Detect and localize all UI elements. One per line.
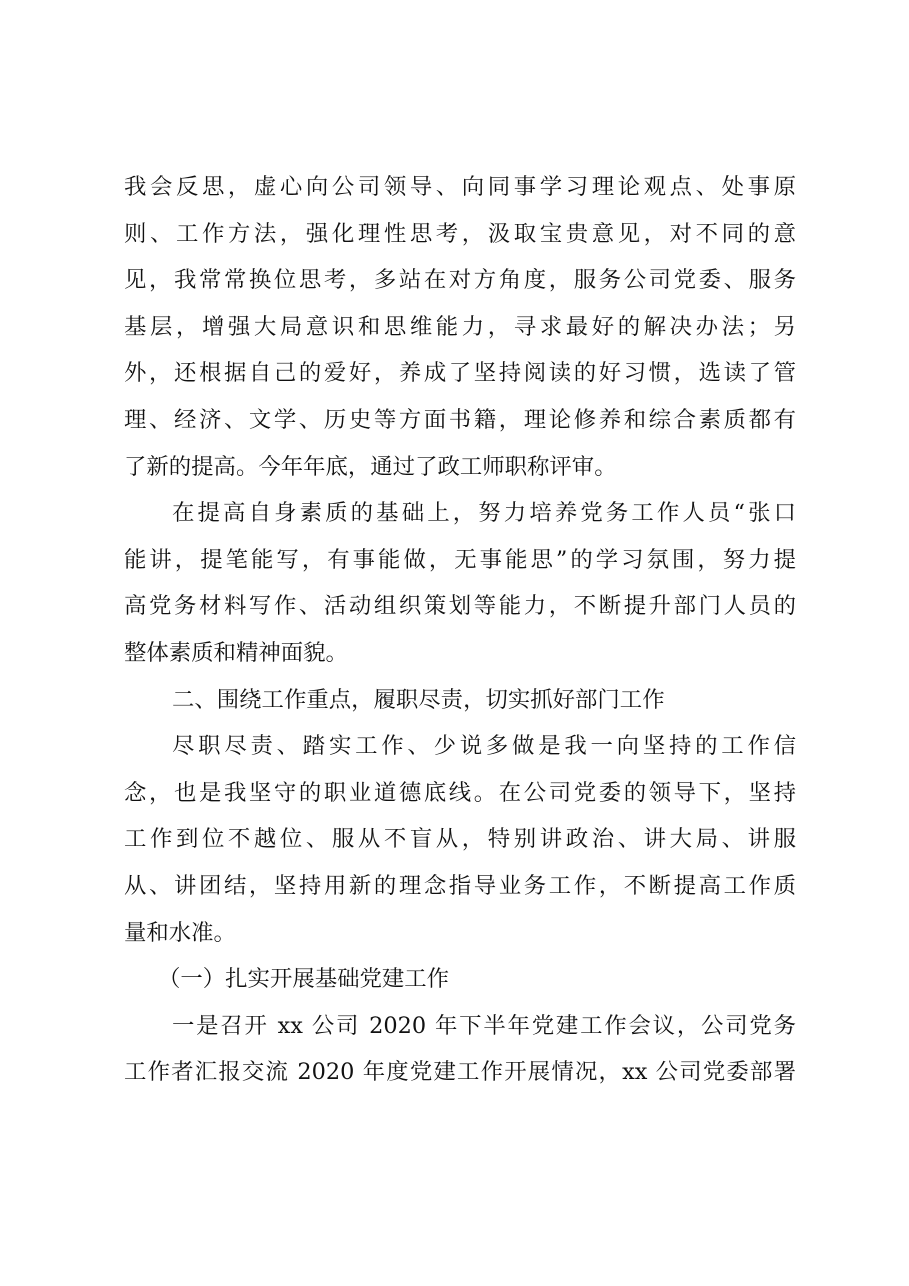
- text-line: 一是召开 xx 公司 2020 年下半年党建工作会议，公司党务: [172, 1012, 796, 1039]
- paragraph-work-attitude: [124, 723, 796, 956]
- text-line: 了新的提高。今年年底，通过了政工师职称评审。: [124, 453, 617, 480]
- paragraph-team-training: [124, 490, 796, 676]
- text-line: 念，也是我坚守的职业道德底线。在公司党委的领导下，坚持: [124, 779, 796, 806]
- text-line: 外，还根据自己的爱好，养成了坚持阅读的好习惯，选读了管: [124, 360, 796, 387]
- document-body: [124, 164, 796, 1096]
- text-line: 工作者汇报交流 2020 年度党建工作开展情况，xx 公司党委部署: [124, 1059, 796, 1086]
- paragraph-self-study: [124, 164, 796, 490]
- subsection-heading-text: （一）扎实开展基础党建工作: [158, 966, 450, 993]
- text-line: 从、讲团结，坚持用新的理念指导业务工作，不断提高工作质: [124, 872, 796, 899]
- section-heading: [124, 677, 796, 724]
- text-line: 理、经济、文学、历史等方面书籍，理论修养和综合素质都有: [124, 406, 796, 433]
- text-line: 能讲，提笔能写，有事能做，无事能思”的学习氛围，努力提: [124, 546, 796, 573]
- text-line: 工作到位不越位、服从不盲从，特别讲政治、讲大局、讲服: [124, 826, 796, 853]
- subsection-heading: [124, 956, 796, 1003]
- text-line: 高党务材料写作、活动组织策划等能力，不断提升部门人员的: [124, 593, 796, 620]
- text-line: 我会反思，虚心向公司领导、向同事学习理论观点、处事原: [124, 174, 796, 200]
- text-line: 整体素质和精神面貌。: [124, 639, 348, 666]
- text-line: 见，我常常换位思考，多站在对方角度，服务公司党委、服务: [124, 267, 796, 294]
- text-line: 基层，增强大局意识和思维能力，寻求最好的解决办法；另: [124, 313, 796, 340]
- text-line: 尽职尽责、踏实工作、少说多做是我一向坚持的工作信: [172, 733, 796, 760]
- text-line: 量和水准。: [124, 919, 236, 946]
- text-line: 则、工作方法，强化理性思考，汲取宝贵意见，对不同的意: [124, 220, 796, 247]
- paragraph-party-meeting: [124, 1003, 796, 1096]
- section-heading-text: 二、围绕工作重点，履职尽责，切实抓好部门工作: [172, 686, 665, 713]
- text-line: 在提高自身素质的基础上，努力培养党务工作人员“张口: [172, 500, 796, 527]
